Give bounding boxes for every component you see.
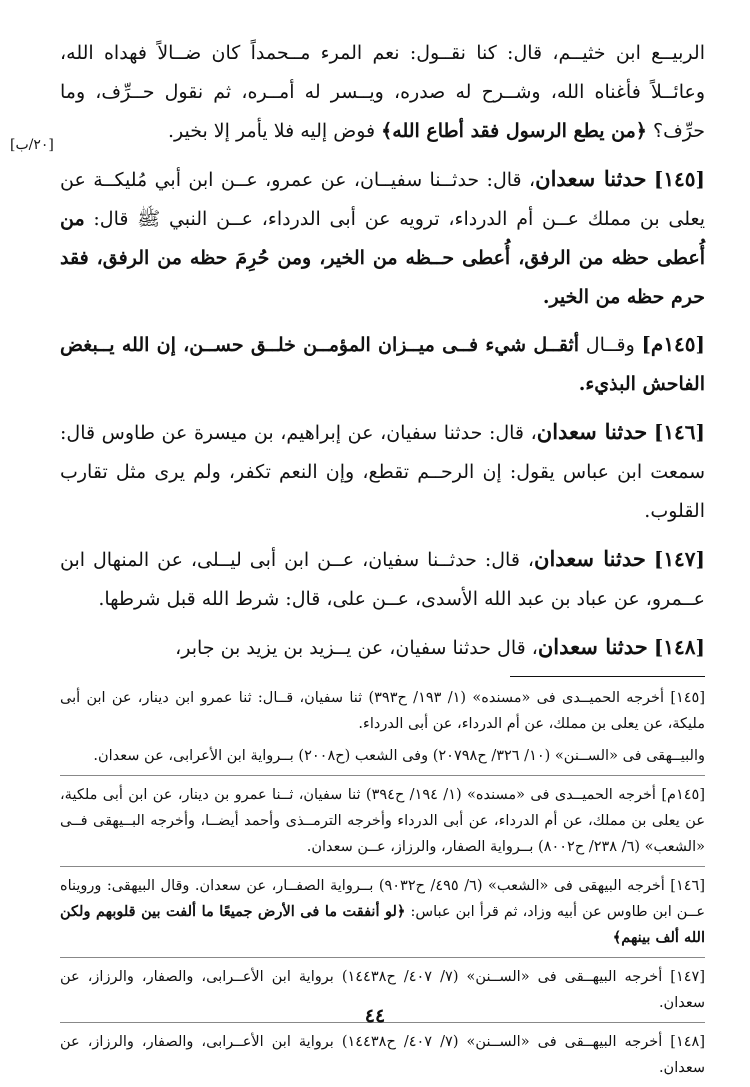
hadith-heading: حدثنا سعدان (535, 166, 647, 191)
hadith-number: [١٤٥] (653, 167, 706, 191)
hadith-heading: حدثنا سعدان (537, 634, 648, 659)
hadith-147 (60, 539, 705, 619)
footnote-148 (60, 1029, 705, 1081)
hadith-number: [١٤٥م] (641, 332, 706, 356)
footnote-145m (60, 782, 705, 860)
hadith-145 (60, 159, 705, 317)
hadith-text: من أُعطى حظه من الرفق، أُعطى حــظه من الخير، ومن حُرِمَ حظه من الرفق، فقد حرم حظه من الخير. (60, 208, 705, 308)
footnote-divider (60, 775, 705, 776)
footnote-text: [١٤٨] أخرجه البيهــقى فى «الســنن» (٧/ ٤٠٧/ ح١٤٤٣٨) برواية ابن الأعــرابى، والصفار، والرزاز، عن سعدان. (60, 1034, 705, 1076)
footnote-separator (510, 676, 705, 677)
footnote-text: [١٤٥] أخرجه الحميــدى فى «مسنده» (١/ ١٩٣/ ح٣٩٣) ثنا سفيان، قــال: ثنا عمرو ابن دينار، عن ابن أبى مليكة، عن يعلى بن مملك، عن أم الدرداء، عن أبى الدرداء. (60, 690, 706, 732)
hadith-number: [١٤٨] (653, 635, 705, 659)
hadith-number: [١٤٧] (653, 547, 706, 571)
footnote-quran-quote: ﴿لو أنفقت ما فى الأرض جميعًا ما ألفت بين قلوبهم ولكن الله ألف بينهم﴾ (60, 903, 705, 946)
page-number: ٤٤ (364, 1005, 386, 1027)
hadith-text: ، قال: حدثنا سفيان، عن إبراهيم، بن ميسرة عن طاوس قال: سمعت ابن عباس يقول: إن الرحــم تقطع، وإن النعم تكفر، ولم يرى مثل تقارب القلوب. (60, 422, 705, 522)
footnote-text: [١٤٧] أخرجه البيهــقى فى «الســنن» (٧/ ٤٠٧/ ح١٤٤٣٨) برواية ابن الأعــرابى، والصفار، والرزاز، عن سعدان. (60, 969, 705, 1011)
hadith-text: ، قال: حدثــنا سفيان، عــن ابن أبى ليــلى، عن المنهال ابن عــمرو، عن عباد بن عبد الله الأسدى، عــن على، قال: شرط الله قبل شرطها. (60, 549, 705, 610)
paragraph-continuation (10, 34, 705, 153)
footnote-145-cont (60, 743, 705, 769)
footnote-text: [١٤٦] أخرجه البيهقى فى «الشعب» (٦/ ٤٩٥/ ح٩٠٣٢) بــرواية الصفــار، عن سعدان. وقال البيهقى: ورويناه عــن ابن طاوس عن أبيه وزاد، ثم قرأ ابن عباس: (60, 878, 705, 920)
hadith-intro: وقــال (585, 334, 635, 356)
hadith-text: ، قال حدثنا سفيان، عن يــزيد بن يزيد بن جابر، (175, 637, 538, 659)
quran-quote: ﴿من يطع الرسول فقد أطاع الله﴾ (381, 120, 647, 142)
hadith-text: أثقــل شيء فــى ميــزان المؤمــن خلــق حســن، إن الله يــبغض الفاحش البذيء. (60, 334, 705, 395)
footnote-divider (60, 866, 705, 867)
hadith-heading: حدثنا سعدان (536, 419, 648, 444)
footnote-146 (60, 873, 705, 951)
continuation-tail: فوض إليه فلا يأمر إلا بخير. (167, 120, 376, 142)
hadith-146 (60, 412, 705, 531)
footnote-145 (60, 685, 705, 737)
hadith-148 (60, 627, 705, 668)
footnote-divider (60, 957, 705, 958)
margin-folio-reference: [٢٠/ب] (10, 137, 54, 153)
continuation-text: الربيــع ابن خثيــم، قال: كنا نقــول: نعم المرء مــحمداً كان ضــالاً فهداه الله، وعائــلاً فأغناه الله، وشــرح له صدره، ويــسر له أمــره، ثم نقول حــرِّف، وما حرِّف؟ (60, 42, 705, 142)
footnote-text: والبيــهقى فى «الســنن» (١٠/ ٣٢٦/ ح٢٠٧٩٨) وفى الشعب (ح٢٠٠٨) بــرواية ابن الأعرابى، عن سعدان. (93, 748, 705, 764)
main-text (10, 34, 706, 668)
hadith-145m (60, 325, 705, 404)
hadith-heading: حدثنا سعدان (534, 546, 646, 571)
hadith-number: [١٤٦] (653, 420, 706, 444)
footnote-text: [١٤٥م] أخرجه الحميــدى فى «مسنده» (١/ ١٩٤/ ح٣٩٤) ثنا سفيان، ثــنا عمرو بن دينار، عن ابن أبى ملكية، عن يعلى بن مملك، عن أم الدرداء، عن أبى الدرداء وأخرجه الترمــذى وأحمد أيضــا، وأخرجه البــيهقى فــى «الشعب» (٦/ ٢٣٨/ ح٨٠٠٢) بــرواية الصفار، والرزاز، عــن سعدان. (60, 787, 705, 855)
page-body (10, 34, 706, 1087)
hadith-chain: ، قال: حدثــنا سفيــان، عن عمرو، عــن ابن أبي مُليكــة عن يعلى بن مملك عــن أم الدرداء، ترويه عن أبى الدرداء، عــن النبي ﷺ قال: (60, 169, 705, 230)
